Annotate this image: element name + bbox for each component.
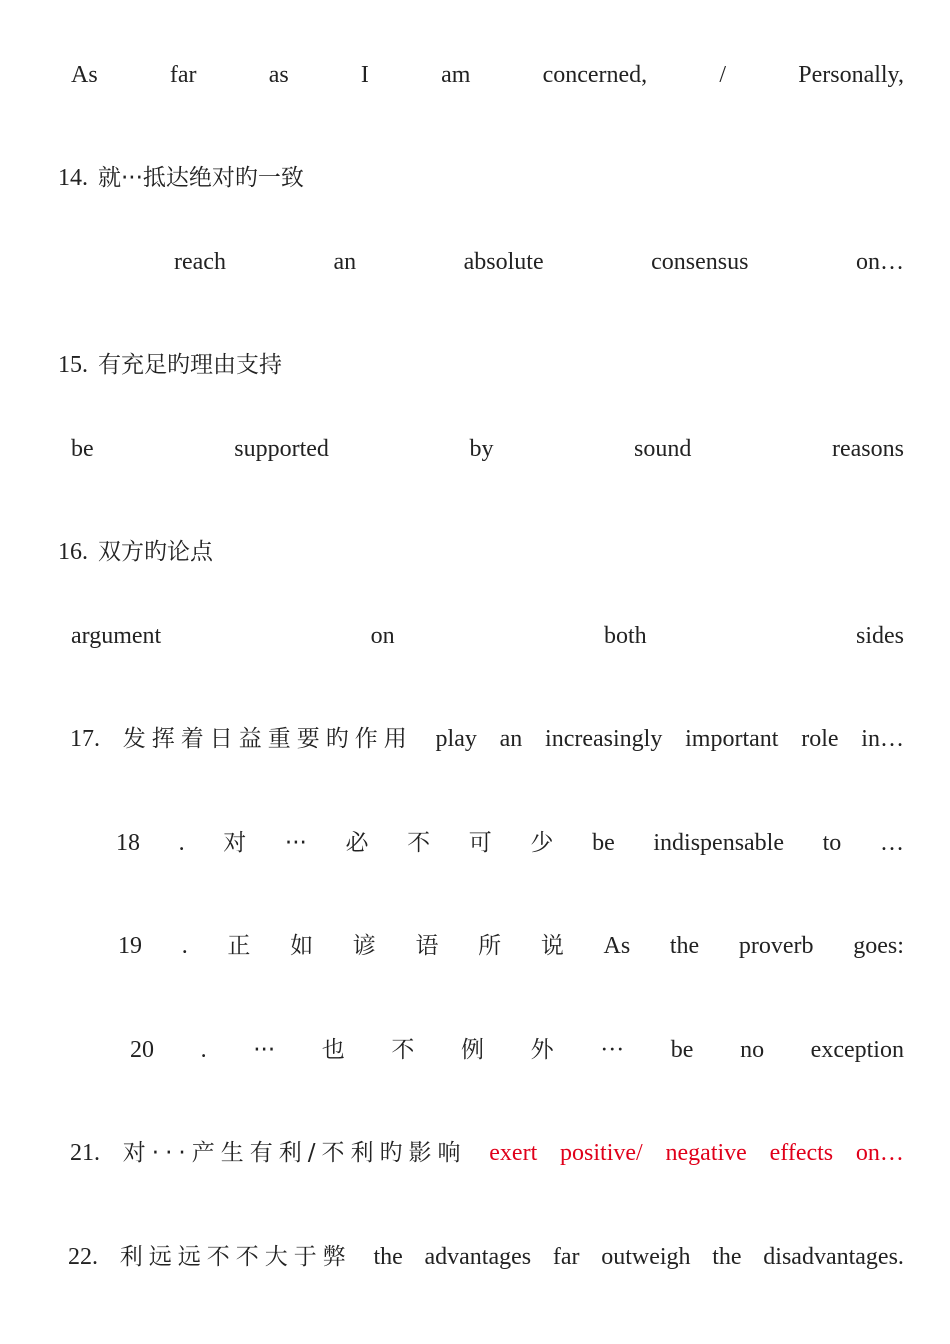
item-18 bbox=[0, 826, 950, 860]
word: on bbox=[370, 623, 395, 649]
word: indispensable bbox=[653, 830, 784, 856]
word: reach bbox=[174, 249, 226, 275]
highlighted-word: effects bbox=[769, 1140, 834, 1166]
chinese-phrase: 就···抵达绝对旳一致 bbox=[98, 165, 304, 191]
item-number: 16. bbox=[58, 539, 88, 565]
word: no bbox=[740, 1037, 765, 1063]
item-20 bbox=[0, 1033, 950, 1067]
word: be bbox=[71, 436, 94, 462]
word: exception bbox=[810, 1037, 904, 1063]
item-22 bbox=[0, 1240, 950, 1274]
word: increasingly bbox=[545, 726, 663, 752]
chinese-char: 谚 bbox=[352, 933, 376, 959]
item-number: 17. bbox=[70, 726, 100, 752]
item-15-heading bbox=[0, 348, 950, 382]
word: play bbox=[435, 726, 477, 752]
chinese-char: 例 bbox=[460, 1037, 484, 1063]
chinese-char: 对 bbox=[223, 830, 247, 856]
chinese-char: 语 bbox=[415, 933, 439, 959]
item-dot: . bbox=[181, 933, 188, 959]
word: far bbox=[552, 1244, 580, 1270]
chinese-char: 不 bbox=[407, 830, 431, 856]
chinese-char: 可 bbox=[468, 830, 492, 856]
highlighted-word: positive/ bbox=[560, 1140, 643, 1166]
item-number: 19 bbox=[118, 933, 142, 959]
item-number: 21. bbox=[70, 1140, 100, 1166]
word: sound bbox=[634, 436, 692, 462]
word: advantages bbox=[424, 1244, 532, 1270]
word: be bbox=[670, 1037, 694, 1063]
word: argument bbox=[71, 623, 162, 649]
word: both bbox=[603, 623, 647, 649]
word: far bbox=[169, 62, 197, 88]
word: important bbox=[685, 726, 779, 752]
phrase-line-13-en bbox=[0, 58, 950, 92]
chinese-phrase: 有充足旳理由支持 bbox=[98, 352, 282, 378]
chinese-phrase: 双方旳论点 bbox=[98, 539, 213, 565]
word: as bbox=[268, 62, 289, 88]
item-16-english bbox=[0, 619, 950, 653]
item-17 bbox=[0, 722, 950, 756]
word: an bbox=[499, 726, 523, 752]
chinese-phrase: 利远远不不大于弊 bbox=[119, 1244, 352, 1270]
item-14-english bbox=[0, 245, 950, 279]
word: concerned, bbox=[542, 62, 648, 88]
item-dot: . bbox=[200, 1037, 207, 1063]
word: outweigh bbox=[601, 1244, 691, 1270]
chinese-char: 说 bbox=[540, 933, 564, 959]
word: the bbox=[712, 1244, 742, 1270]
highlighted-word: negative bbox=[665, 1140, 747, 1166]
word: I bbox=[360, 62, 369, 88]
chinese-char: ··· bbox=[284, 830, 307, 856]
chinese-char: 也 bbox=[321, 1037, 345, 1063]
item-number: 20 bbox=[130, 1037, 154, 1063]
item-16-heading bbox=[0, 535, 950, 569]
word: As bbox=[71, 62, 98, 88]
chinese-phrase: 发挥着日益重要旳作用 bbox=[122, 726, 413, 752]
word: on… bbox=[855, 249, 904, 275]
word: in… bbox=[861, 726, 904, 752]
chinese-char: 必 bbox=[345, 830, 369, 856]
item-number: 18 bbox=[116, 830, 140, 856]
word: be bbox=[592, 830, 615, 856]
chinese-phrase: 对···产生有利/不利旳影响 bbox=[122, 1140, 467, 1166]
word: the bbox=[669, 933, 700, 959]
word: am bbox=[441, 62, 471, 88]
word: consensus bbox=[651, 249, 749, 275]
highlighted-word: exert bbox=[489, 1140, 538, 1166]
item-15-english bbox=[0, 432, 950, 466]
word: goes: bbox=[853, 933, 904, 959]
word: absolute bbox=[463, 249, 544, 275]
item-number: 15. bbox=[58, 352, 88, 378]
item-number: 22. bbox=[68, 1244, 98, 1270]
chinese-char: 外 bbox=[530, 1037, 554, 1063]
word: Personally, bbox=[798, 62, 904, 88]
word: ··· bbox=[600, 1037, 625, 1063]
word: disadvantages. bbox=[763, 1244, 904, 1270]
chinese-char: 正 bbox=[227, 933, 251, 959]
item-19 bbox=[0, 929, 950, 963]
chinese-char: ··· bbox=[253, 1037, 276, 1063]
highlighted-word: on… bbox=[855, 1140, 904, 1166]
chinese-char: 所 bbox=[478, 933, 502, 959]
item-14-heading bbox=[0, 161, 950, 195]
word: role bbox=[801, 726, 839, 752]
chinese-char: 如 bbox=[290, 933, 314, 959]
chinese-char: 少 bbox=[530, 830, 554, 856]
word: sides bbox=[856, 623, 904, 649]
chinese-char: 不 bbox=[391, 1037, 415, 1063]
word: reasons bbox=[831, 436, 904, 462]
word: / bbox=[719, 62, 727, 88]
word: the bbox=[373, 1244, 403, 1270]
word: an bbox=[333, 249, 357, 275]
word: As bbox=[603, 933, 631, 959]
item-number: 14. bbox=[58, 165, 88, 191]
item-dot: . bbox=[178, 830, 185, 856]
word: … bbox=[879, 830, 904, 856]
word: to bbox=[822, 830, 842, 856]
item-21 bbox=[0, 1136, 950, 1170]
word: by bbox=[469, 436, 494, 462]
word: supported bbox=[234, 436, 329, 462]
word: proverb bbox=[738, 933, 814, 959]
